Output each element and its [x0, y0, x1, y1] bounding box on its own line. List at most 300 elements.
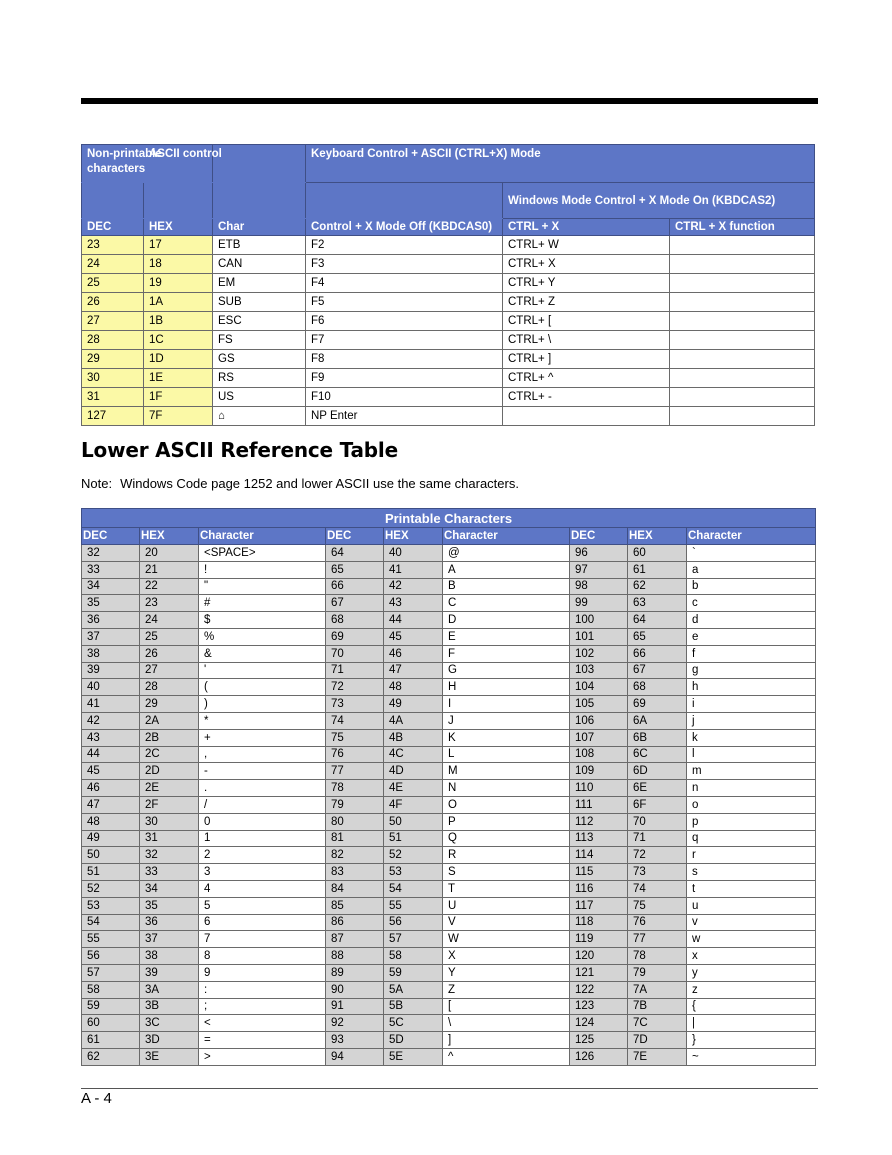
character-cell: V: [443, 914, 570, 931]
character-cell: w: [687, 931, 816, 948]
dec-cell: 35: [82, 595, 140, 612]
dec-cell: 51: [82, 864, 140, 881]
dec-cell: 104: [570, 679, 628, 696]
dec-cell: 48: [82, 813, 140, 830]
dec-cell: 57: [82, 964, 140, 981]
dec-cell: 97: [570, 561, 628, 578]
table-row: [82, 312, 815, 331]
dec-cell: 45: [82, 763, 140, 780]
dec-cell: 78: [326, 780, 384, 797]
dec-cell: 72: [326, 679, 384, 696]
hex-cell: 40: [384, 545, 443, 562]
hex-cell: 48: [384, 679, 443, 696]
hex-cell: 1C: [144, 331, 213, 350]
table-row: [82, 729, 816, 746]
hex-cell: 66: [628, 645, 687, 662]
dec-cell: 122: [570, 981, 628, 998]
dec-cell: 23: [82, 236, 144, 255]
hex-header: HEX: [140, 528, 199, 545]
character-cell: i: [687, 696, 816, 713]
dec-cell: 43: [82, 729, 140, 746]
control-table-body: [82, 236, 815, 426]
hex-cell: 1E: [144, 369, 213, 388]
hex-cell: 31: [140, 830, 199, 847]
dec-cell: 90: [326, 981, 384, 998]
character-cell: x: [687, 948, 816, 965]
character-cell: ^: [443, 1048, 570, 1065]
character-cell: Q: [443, 830, 570, 847]
hex-cell: 2F: [140, 796, 199, 813]
hex-cell: 7F: [144, 407, 213, 426]
dec-cell: 121: [570, 964, 628, 981]
dec-cell: 60: [82, 1015, 140, 1032]
character-cell: T: [443, 880, 570, 897]
nonprintable-header: Non-printable characters: [82, 145, 213, 183]
character-cell: L: [443, 746, 570, 763]
mode-off-cell: F9: [306, 369, 503, 388]
printable-table-body: [82, 545, 816, 1066]
dec-cell: 50: [82, 847, 140, 864]
hex-cell: 4D: [384, 763, 443, 780]
character-cell: p: [687, 813, 816, 830]
character-cell: e: [687, 628, 816, 645]
dec-cell: 62: [82, 1048, 140, 1065]
table-row: [82, 388, 815, 407]
hex-cell: 1D: [144, 350, 213, 369]
character-cell: y: [687, 964, 816, 981]
dec-cell: 82: [326, 847, 384, 864]
table-row: [82, 897, 816, 914]
hex-cell: 7D: [628, 1032, 687, 1049]
hex-cell: 78: [628, 948, 687, 965]
ctrl-x-cell: CTRL+ X: [503, 255, 670, 274]
character-cell: ): [199, 696, 326, 713]
table-row: [82, 628, 816, 645]
keyboard-mode-header: Keyboard Control + ASCII (CTRL+X) Mode: [306, 145, 815, 183]
character-cell: j: [687, 712, 816, 729]
character-header: Character: [443, 528, 570, 545]
char-header: Char: [213, 219, 306, 236]
hex-cell: 62: [628, 578, 687, 595]
hex-cell: 55: [384, 897, 443, 914]
hex-cell: 6F: [628, 796, 687, 813]
dec-cell: 41: [82, 696, 140, 713]
dec-cell: 93: [326, 1032, 384, 1049]
table-row: [82, 964, 816, 981]
table-row: [82, 712, 816, 729]
character-cell: $: [199, 612, 326, 629]
table-row: [82, 236, 815, 255]
header-spacer: [213, 183, 306, 219]
hex-cell: 17: [144, 236, 213, 255]
character-cell: M: [443, 763, 570, 780]
hex-cell: 41: [384, 561, 443, 578]
table-row: [82, 780, 816, 797]
char-cell: RS: [213, 369, 306, 388]
table-row: [82, 1015, 816, 1032]
ctrl-x-cell: CTRL+ Z: [503, 293, 670, 312]
dec-header: DEC: [326, 528, 384, 545]
character-cell: f: [687, 645, 816, 662]
hex-cell: 6B: [628, 729, 687, 746]
dec-cell: 99: [570, 595, 628, 612]
hex-cell: 45: [384, 628, 443, 645]
character-cell: X: [443, 948, 570, 965]
table-row: [82, 981, 816, 998]
dec-cell: 44: [82, 746, 140, 763]
hex-cell: 5A: [384, 981, 443, 998]
mode-off-cell: NP Enter: [306, 407, 503, 426]
table-row: [82, 662, 816, 679]
hex-cell: 7E: [628, 1048, 687, 1065]
dec-cell: 88: [326, 948, 384, 965]
character-cell: /: [199, 796, 326, 813]
table-row: [82, 293, 815, 312]
hex-cell: 57: [384, 931, 443, 948]
table-row: [82, 331, 815, 350]
windows-mode-header: Windows Mode Control + X Mode On (KBDCAS2): [503, 183, 815, 219]
character-cell: +: [199, 729, 326, 746]
dec-cell: 67: [326, 595, 384, 612]
table-row: [82, 830, 816, 847]
dec-cell: 37: [82, 628, 140, 645]
control-characters-table: [81, 144, 815, 426]
dec-cell: 106: [570, 712, 628, 729]
table-row: [82, 578, 816, 595]
dec-cell: 103: [570, 662, 628, 679]
ctrl-x-cell: CTRL+ ^: [503, 369, 670, 388]
hex-cell: 5D: [384, 1032, 443, 1049]
dec-cell: 125: [570, 1032, 628, 1049]
dec-cell: 61: [82, 1032, 140, 1049]
dec-cell: 56: [82, 948, 140, 965]
table-row: [82, 948, 816, 965]
dec-cell: 105: [570, 696, 628, 713]
dec-cell: 52: [82, 880, 140, 897]
character-cell: R: [443, 847, 570, 864]
character-cell: 5: [199, 897, 326, 914]
hex-header: HEX: [628, 528, 687, 545]
hex-cell: 61: [628, 561, 687, 578]
section-title: Lower ASCII Reference Table: [81, 438, 398, 462]
header-spacer: [306, 183, 503, 219]
dec-header: DEC: [82, 528, 140, 545]
hex-cell: 70: [628, 813, 687, 830]
character-cell: 2: [199, 847, 326, 864]
ctrl-x-function-cell: [670, 255, 815, 274]
dec-cell: 118: [570, 914, 628, 931]
hex-cell: 1F: [144, 388, 213, 407]
hex-cell: 6A: [628, 712, 687, 729]
character-cell: }: [687, 1032, 816, 1049]
hex-cell: 35: [140, 897, 199, 914]
character-cell: g: [687, 662, 816, 679]
character-cell: K: [443, 729, 570, 746]
hex-cell: 42: [384, 578, 443, 595]
dec-cell: 98: [570, 578, 628, 595]
page-number: A - 4: [81, 1090, 112, 1107]
hex-cell: 18: [144, 255, 213, 274]
hex-cell: 43: [384, 595, 443, 612]
header-spacer: [82, 183, 144, 219]
hex-cell: 53: [384, 864, 443, 881]
hex-cell: 30: [140, 813, 199, 830]
dec-cell: 101: [570, 628, 628, 645]
char-cell: ETB: [213, 236, 306, 255]
printable-header-row: [82, 528, 816, 545]
hex-cell: 73: [628, 864, 687, 881]
dec-cell: 38: [82, 645, 140, 662]
mode-off-cell: F8: [306, 350, 503, 369]
character-cell: c: [687, 595, 816, 612]
table-row: [82, 931, 816, 948]
note-text: Windows Code page 1252 and lower ASCII use the same characters.: [120, 476, 519, 491]
table-row: [82, 645, 816, 662]
character-cell: P: [443, 813, 570, 830]
ctrl-x-function-cell: [670, 331, 815, 350]
mode-off-cell: F3: [306, 255, 503, 274]
note-label: Note:: [81, 476, 113, 491]
character-cell: n: [687, 780, 816, 797]
character-cell: :: [199, 981, 326, 998]
character-cell: %: [199, 628, 326, 645]
hex-cell: 75: [628, 897, 687, 914]
dec-cell: 113: [570, 830, 628, 847]
character-cell: 4: [199, 880, 326, 897]
dec-cell: 124: [570, 1015, 628, 1032]
character-cell: 3: [199, 864, 326, 881]
hex-cell: 4A: [384, 712, 443, 729]
dec-cell: 42: [82, 712, 140, 729]
ctrl-x-function-cell: [670, 388, 815, 407]
mode-off-header: Control + X Mode Off (KBDCAS0): [306, 219, 503, 236]
dec-cell: 70: [326, 645, 384, 662]
dec-cell: 74: [326, 712, 384, 729]
hex-cell: 2A: [140, 712, 199, 729]
hex-cell: 54: [384, 880, 443, 897]
hex-cell: 71: [628, 830, 687, 847]
hex-cell: 3C: [140, 1015, 199, 1032]
character-cell: r: [687, 847, 816, 864]
character-cell: <: [199, 1015, 326, 1032]
table-row: [82, 545, 816, 562]
character-cell: .: [199, 780, 326, 797]
hex-cell: 2C: [140, 746, 199, 763]
character-cell: o: [687, 796, 816, 813]
table-row: [82, 1032, 816, 1049]
character-cell: U: [443, 897, 570, 914]
hex-cell: 4F: [384, 796, 443, 813]
dec-cell: 54: [82, 914, 140, 931]
hex-cell: 5C: [384, 1015, 443, 1032]
hex-cell: 6C: [628, 746, 687, 763]
hex-cell: 49: [384, 696, 443, 713]
hex-cell: 60: [628, 545, 687, 562]
hex-cell: 19: [144, 274, 213, 293]
char-cell: US: [213, 388, 306, 407]
dec-cell: 40: [82, 679, 140, 696]
character-cell: 9: [199, 964, 326, 981]
table-row: [82, 914, 816, 931]
hex-cell: 63: [628, 595, 687, 612]
character-cell: |: [687, 1015, 816, 1032]
hex-cell: 36: [140, 914, 199, 931]
table-row: [82, 796, 816, 813]
mode-off-cell: F2: [306, 236, 503, 255]
character-cell: F: [443, 645, 570, 662]
ctrl-x-header: CTRL + X: [503, 219, 670, 236]
character-cell: `: [687, 545, 816, 562]
dec-cell: 110: [570, 780, 628, 797]
mode-off-cell: F5: [306, 293, 503, 312]
hex-cell: 38: [140, 948, 199, 965]
dec-cell: 36: [82, 612, 140, 629]
character-cell: v: [687, 914, 816, 931]
hex-cell: 23: [140, 595, 199, 612]
dec-cell: 116: [570, 880, 628, 897]
dec-cell: 102: [570, 645, 628, 662]
dec-cell: 26: [82, 293, 144, 312]
character-cell: N: [443, 780, 570, 797]
character-cell: [: [443, 998, 570, 1015]
hex-cell: 74: [628, 880, 687, 897]
dec-cell: 46: [82, 780, 140, 797]
dec-cell: 73: [326, 696, 384, 713]
hex-cell: 2B: [140, 729, 199, 746]
character-cell: 1: [199, 830, 326, 847]
hex-cell: 69: [628, 696, 687, 713]
mode-off-cell: F6: [306, 312, 503, 331]
character-cell: z: [687, 981, 816, 998]
bottom-rule: [81, 1088, 818, 1089]
ctrl-x-function-cell: [670, 350, 815, 369]
ctrl-x-function-cell: [670, 369, 815, 388]
character-cell: =: [199, 1032, 326, 1049]
hex-cell: 6D: [628, 763, 687, 780]
char-cell: SUB: [213, 293, 306, 312]
hex-cell: 28: [140, 679, 199, 696]
table-row: [82, 763, 816, 780]
dec-header: DEC: [82, 219, 144, 236]
hex-cell: 6E: [628, 780, 687, 797]
dec-cell: 29: [82, 350, 144, 369]
dec-cell: 69: [326, 628, 384, 645]
dec-cell: 32: [82, 545, 140, 562]
dec-cell: 24: [82, 255, 144, 274]
dec-cell: 120: [570, 948, 628, 965]
hex-cell: 2D: [140, 763, 199, 780]
table-row: [82, 350, 815, 369]
character-cell: C: [443, 595, 570, 612]
mode-off-cell: F10: [306, 388, 503, 407]
table-row: [82, 561, 816, 578]
ctrl-x-cell: CTRL+ \: [503, 331, 670, 350]
ctrl-x-cell: CTRL+ ]: [503, 350, 670, 369]
hex-cell: 3B: [140, 998, 199, 1015]
character-cell: m: [687, 763, 816, 780]
table-row: [82, 369, 815, 388]
dec-cell: 76: [326, 746, 384, 763]
char-cell: ⌂: [213, 407, 306, 426]
mode-off-cell: F7: [306, 331, 503, 350]
character-cell: E: [443, 628, 570, 645]
ctrl-x-function-cell: [670, 293, 815, 312]
note: [81, 476, 519, 491]
hex-cell: 37: [140, 931, 199, 948]
dec-cell: 126: [570, 1048, 628, 1065]
character-cell: ]: [443, 1032, 570, 1049]
dec-cell: 117: [570, 897, 628, 914]
character-cell: (: [199, 679, 326, 696]
hex-cell: 79: [628, 964, 687, 981]
hex-cell: 52: [384, 847, 443, 864]
character-cell: ~: [687, 1048, 816, 1065]
dec-cell: 71: [326, 662, 384, 679]
character-cell: \: [443, 1015, 570, 1032]
table-row: [82, 746, 816, 763]
dec-cell: 123: [570, 998, 628, 1015]
dec-cell: 25: [82, 274, 144, 293]
hex-cell: 56: [384, 914, 443, 931]
dec-cell: 39: [82, 662, 140, 679]
dec-cell: 49: [82, 830, 140, 847]
ctrl-x-cell: CTRL+ -: [503, 388, 670, 407]
character-cell: -: [199, 763, 326, 780]
hex-cell: 4C: [384, 746, 443, 763]
dec-cell: 55: [82, 931, 140, 948]
ctrl-x-function-cell: [670, 312, 815, 331]
hex-cell: 25: [140, 628, 199, 645]
character-cell: ': [199, 662, 326, 679]
dec-cell: 81: [326, 830, 384, 847]
hex-cell: 32: [140, 847, 199, 864]
dec-header: DEC: [570, 528, 628, 545]
hex-cell: 21: [140, 561, 199, 578]
hex-cell: 7A: [628, 981, 687, 998]
hex-cell: 51: [384, 830, 443, 847]
character-cell: #: [199, 595, 326, 612]
table-row: [82, 679, 816, 696]
table-row: [82, 998, 816, 1015]
hex-cell: 72: [628, 847, 687, 864]
hex-header: HEX: [144, 219, 213, 236]
char-cell: EM: [213, 274, 306, 293]
hex-cell: 59: [384, 964, 443, 981]
hex-cell: 39: [140, 964, 199, 981]
hex-cell: 20: [140, 545, 199, 562]
dec-cell: 94: [326, 1048, 384, 1065]
dec-cell: 100: [570, 612, 628, 629]
dec-cell: 75: [326, 729, 384, 746]
dec-cell: 83: [326, 864, 384, 881]
character-header: Character: [199, 528, 326, 545]
dec-cell: 115: [570, 864, 628, 881]
character-cell: u: [687, 897, 816, 914]
hex-cell: 65: [628, 628, 687, 645]
dec-cell: 58: [82, 981, 140, 998]
hex-cell: 2E: [140, 780, 199, 797]
hex-cell: 3E: [140, 1048, 199, 1065]
dec-cell: 89: [326, 964, 384, 981]
hex-cell: 64: [628, 612, 687, 629]
character-cell: h: [687, 679, 816, 696]
character-cell: *: [199, 712, 326, 729]
hex-cell: 44: [384, 612, 443, 629]
dec-cell: 108: [570, 746, 628, 763]
dec-cell: 87: [326, 931, 384, 948]
hex-cell: 1A: [144, 293, 213, 312]
hex-cell: 7B: [628, 998, 687, 1015]
